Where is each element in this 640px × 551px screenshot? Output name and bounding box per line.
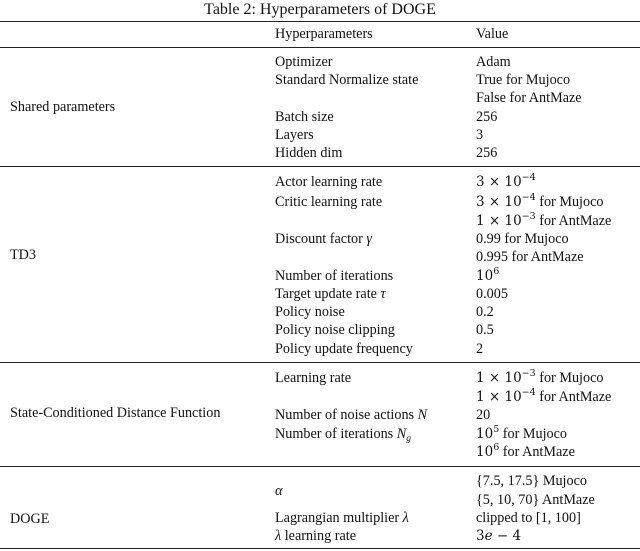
header-hyperparameters: Hyperparameters <box>275 26 373 42</box>
value-lambda-lr: 3e − 4 <box>476 528 522 544</box>
param-target-update-rate: Target update rate τ <box>275 286 386 302</box>
param-standard-normalize: Standard Normalize state <box>275 72 419 88</box>
header-value: Value <box>476 26 509 42</box>
param-distance-iterations: Number of iterations $N_g$ <box>275 426 411 444</box>
param-alpha: α <box>275 483 283 499</box>
param-optimizer: Optimizer <box>275 54 333 70</box>
value-normalize-mujoco: True for Mujoco <box>476 72 571 88</box>
value-distance-iterations-antmaze: $10^6$ for AntMaze <box>476 442 575 460</box>
param-critic-lr: Critic learning rate <box>275 194 383 210</box>
bottom-rule <box>0 548 640 549</box>
header-rule <box>0 47 640 48</box>
group-doge: DOGE <box>10 511 50 527</box>
value-num-iterations: $10^6$ <box>476 266 500 284</box>
group-shared-parameters: Shared parameters <box>10 99 116 115</box>
value-critic-lr-antmaze: $1 \times 10^{-3}$ for AntMaze <box>476 211 612 229</box>
value-policy-noise: 0.2 <box>476 304 494 320</box>
value-target-update-rate: 0.005 <box>476 286 508 302</box>
value-normalize-antmaze: False for AntMaze <box>476 90 582 106</box>
value-optimizer: Adam <box>476 54 511 70</box>
value-discount-mujoco: 0.99 for Mujoco <box>476 231 569 247</box>
group-rule-1 <box>0 166 640 167</box>
param-policy-update-frequency: Policy update frequency <box>275 341 413 357</box>
param-num-iterations: Number of iterations <box>275 268 394 284</box>
table-caption: Table 2: Hyperparameters of DOGE <box>204 1 436 18</box>
value-batch-size: 256 <box>476 109 498 125</box>
value-alpha-mujoco: {7.5, 17.5} Mujoco <box>476 473 587 489</box>
param-noise-actions: Number of noise actions N <box>275 407 428 423</box>
param-lambda-lr: λ learning rate <box>275 528 356 544</box>
param-layers: Layers <box>275 127 314 143</box>
value-alpha-antmaze: {5, 10, 70} AntMaze <box>476 492 595 508</box>
param-discount-factor: Discount factor γ <box>275 231 372 247</box>
param-policy-noise: Policy noise <box>275 304 345 320</box>
value-distance-lr-mujoco: $1 \times 10^{-3}$ for Mujoco <box>476 368 604 386</box>
value-discount-antmaze: 0.995 for AntMaze <box>476 249 584 265</box>
top-rule <box>0 21 640 22</box>
group-td3: TD3 <box>10 247 37 263</box>
value-hidden-dim: 256 <box>476 145 498 161</box>
value-policy-noise-clipping: 0.5 <box>476 322 494 338</box>
param-actor-lr: Actor learning rate <box>275 174 383 190</box>
value-actor-lr: $3 \times 10^{-4}$ <box>476 172 536 190</box>
param-learning-rate: Learning rate <box>275 370 352 386</box>
param-hidden-dim: Hidden dim <box>275 145 343 161</box>
value-policy-update-frequency: 2 <box>476 341 484 357</box>
value-layers: 3 <box>476 127 484 143</box>
param-lagrangian-multiplier: Lagrangian multiplier λ <box>275 510 409 526</box>
value-noise-actions: 20 <box>476 407 491 423</box>
param-policy-noise-clipping: Policy noise clipping <box>275 322 395 338</box>
value-distance-lr-antmaze: $1 \times 10^{-4}$ for AntMaze <box>476 387 612 405</box>
param-batch-size: Batch size <box>275 109 334 125</box>
group-rule-3 <box>0 466 640 467</box>
group-distance-function: State-Conditioned Distance Function <box>10 405 221 421</box>
value-lagrangian-multiplier: clipped to [1, 100] <box>476 510 581 526</box>
group-rule-2 <box>0 362 640 363</box>
value-distance-iterations-mujoco: $10^5$ for Mujoco <box>476 424 568 442</box>
value-critic-lr-mujoco: $3 \times 10^{-4}$ for Mujoco <box>476 192 604 210</box>
